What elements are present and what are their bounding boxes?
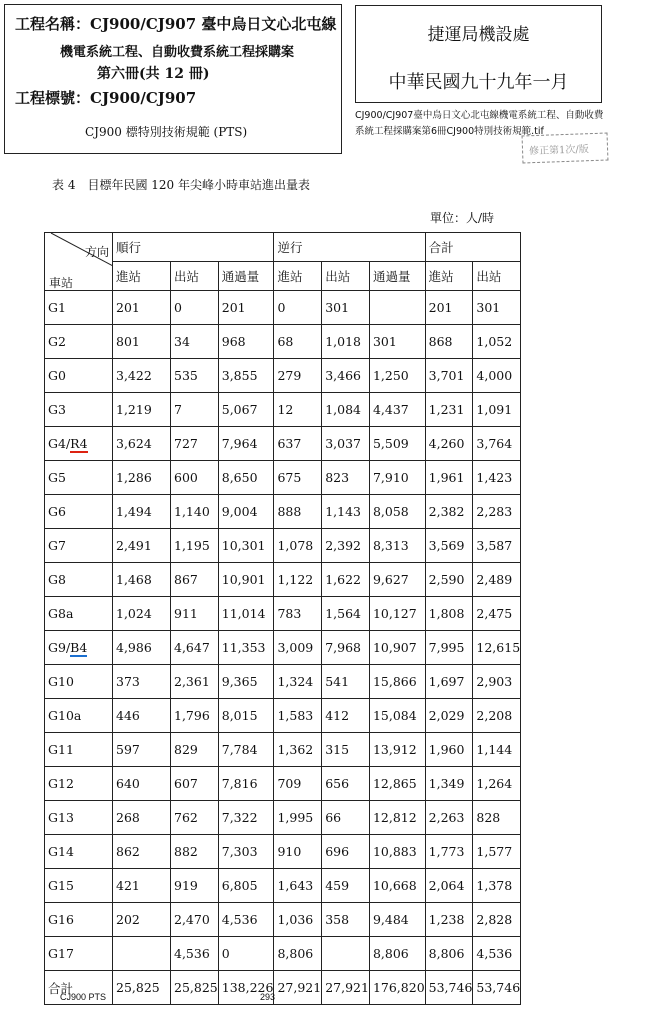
footer-page-number: 293 (260, 992, 276, 1002)
table-row (45, 869, 521, 903)
header-row-sub (45, 262, 521, 291)
station-code: G10a (48, 708, 82, 723)
table-cell: 8,806 (369, 937, 425, 971)
table-cell: 3,569 (425, 529, 473, 563)
table-cell: 1,219 (113, 393, 171, 427)
table-cell: 1,143 (322, 495, 370, 529)
project-info-box (4, 4, 342, 154)
table-cell: 10,127 (369, 597, 425, 631)
table-cell: 3,587 (473, 529, 521, 563)
table-cell: 968 (218, 325, 274, 359)
spec-title: CJ900 標特別技術規範 (PTS) (85, 125, 248, 139)
table-cell: 13,912 (369, 733, 425, 767)
station-cell (45, 665, 113, 699)
table-cell: 53,746 (425, 971, 473, 1005)
table-cell: 862 (113, 835, 171, 869)
table-cell: 1,084 (322, 393, 370, 427)
station-code: G2 (48, 334, 66, 349)
station-code: G6 (48, 504, 66, 519)
table-cell: 12,812 (369, 801, 425, 835)
table-cell: 541 (322, 665, 370, 699)
table-cell: 867 (171, 563, 219, 597)
table-cell: 535 (171, 359, 219, 393)
station-cell (45, 427, 113, 461)
station-cell (45, 699, 113, 733)
table-row (45, 767, 521, 801)
table-cell: 2,263 (425, 801, 473, 835)
table-cell: 315 (322, 733, 370, 767)
table-row (45, 495, 521, 529)
table-row (45, 563, 521, 597)
table-cell: 27,921 (322, 971, 370, 1005)
table-cell: 7,968 (322, 631, 370, 665)
project-code: 工程標號：CJ900/CJ907 (15, 89, 197, 107)
table-cell: 3,037 (322, 427, 370, 461)
table-cell: 888 (274, 495, 322, 529)
table-cell: 2,491 (113, 529, 171, 563)
project-name-cont: 機電系統工程、自動收費系統工程採購案 (60, 45, 295, 60)
station-cell (45, 495, 113, 529)
subheader: 出站 (171, 262, 219, 291)
table-cell: 8,806 (274, 937, 322, 971)
table-cell: 8,806 (425, 937, 473, 971)
table-cell: 675 (274, 461, 322, 495)
group-forward: 順行 (113, 233, 274, 262)
table-cell: 202 (113, 903, 171, 937)
station-cell (45, 903, 113, 937)
stamp-text: 修正第1次/版 (528, 144, 589, 158)
table-cell: 637 (274, 427, 322, 461)
table-cell: 279 (274, 359, 322, 393)
table-cell: 1,264 (473, 767, 521, 801)
table-cell: 12 (274, 393, 322, 427)
table-cell: 7,816 (218, 767, 274, 801)
table-cell: 201 (113, 291, 171, 325)
table-cell: 1,195 (171, 529, 219, 563)
table-cell: 9,365 (218, 665, 274, 699)
table-cell: 1,091 (473, 393, 521, 427)
table-cell: 4,536 (218, 903, 274, 937)
table-cell: 201 (425, 291, 473, 325)
table-cell: 66 (322, 801, 370, 835)
table-cell: 10,901 (218, 563, 274, 597)
table-cell: 4,000 (473, 359, 521, 393)
table-cell: 1,140 (171, 495, 219, 529)
file-name: CJ900/CJ907臺中烏日文心北屯線機電系統工程、自動收費系統工程採購案第6冊CJ900特別技術規範.tif (355, 110, 604, 137)
table-cell: 1,078 (274, 529, 322, 563)
table-cell: 868 (425, 325, 473, 359)
table-cell: 1,286 (113, 461, 171, 495)
table-cell: 828 (473, 801, 521, 835)
table-cell: 7,910 (369, 461, 425, 495)
table-cell: 2,382 (425, 495, 473, 529)
station-code: G17 (48, 946, 74, 961)
station-code: G1 (48, 300, 66, 315)
project-name: 工程名稱：CJ900/CJ907 臺中烏日文心北屯線 (15, 15, 337, 33)
table-cell: 1,564 (322, 597, 370, 631)
table-cell: 1,773 (425, 835, 473, 869)
table-cell (322, 937, 370, 971)
table-cell: 15,866 (369, 665, 425, 699)
table-cell: 2,029 (425, 699, 473, 733)
table-cell: 10,668 (369, 869, 425, 903)
table-cell: 25,825 (113, 971, 171, 1005)
table-row (45, 631, 521, 665)
table-cell: 8,650 (218, 461, 274, 495)
table-cell: 4,986 (113, 631, 171, 665)
table-row (45, 427, 521, 461)
table-cell: 9,627 (369, 563, 425, 597)
table-cell: 640 (113, 767, 171, 801)
table-cell: 1,995 (274, 801, 322, 835)
table-cell: 1,961 (425, 461, 473, 495)
table-cell: 25,825 (171, 971, 219, 1005)
table-row (45, 903, 521, 937)
table-cell: 3,855 (218, 359, 274, 393)
station-code: G12 (48, 776, 74, 791)
station-cell (45, 563, 113, 597)
station-code: G14 (48, 844, 74, 859)
table-cell: 7,322 (218, 801, 274, 835)
table-cell: 358 (322, 903, 370, 937)
station-cell (45, 325, 113, 359)
table-cell: 176,820 (369, 971, 425, 1005)
station-code: G11 (48, 742, 74, 757)
station-code: G8a (48, 606, 74, 621)
table-row (45, 835, 521, 869)
table-cell: 7,784 (218, 733, 274, 767)
table-cell: 1,349 (425, 767, 473, 801)
table-cell: 2,470 (171, 903, 219, 937)
table-cell: 5,067 (218, 393, 274, 427)
volume-info: 第六冊(共 12 冊) (97, 66, 210, 82)
table-cell: 7 (171, 393, 219, 427)
table-cell: 7,303 (218, 835, 274, 869)
table-cell: 783 (274, 597, 322, 631)
station-code: G0 (48, 368, 66, 383)
table-cell: 1,494 (113, 495, 171, 529)
station-code: G13 (48, 810, 74, 825)
table-cell: 656 (322, 767, 370, 801)
subheader: 出站 (322, 262, 370, 291)
table-cell: 1,622 (322, 563, 370, 597)
table-cell: 2,903 (473, 665, 521, 699)
group-reverse: 逆行 (274, 233, 425, 262)
table-cell: 7,964 (218, 427, 274, 461)
table-cell: 11,014 (218, 597, 274, 631)
table-cell: 709 (274, 767, 322, 801)
unit-label: 單位：人/時 (430, 211, 495, 225)
table-row (45, 529, 521, 563)
subheader: 通過量 (369, 262, 425, 291)
station-cell (45, 359, 113, 393)
table-cell: 4,260 (425, 427, 473, 461)
table-cell: 1,697 (425, 665, 473, 699)
table-cell (113, 937, 171, 971)
agency-box (355, 5, 602, 103)
table-cell: 4,536 (473, 937, 521, 971)
table-cell: 201 (218, 291, 274, 325)
table-cell: 301 (369, 325, 425, 359)
station-transfer-code: B4 (70, 640, 88, 655)
station-cell (45, 801, 113, 835)
table-cell: 10,907 (369, 631, 425, 665)
table-cell: 8,313 (369, 529, 425, 563)
table-cell: 1,643 (274, 869, 322, 903)
table-cell: 1,577 (473, 835, 521, 869)
station-cell (45, 461, 113, 495)
table-cell: 3,009 (274, 631, 322, 665)
table-cell: 801 (113, 325, 171, 359)
table-cell: 15,084 (369, 699, 425, 733)
table-cell: 11,353 (218, 631, 274, 665)
station-cell (45, 733, 113, 767)
table-cell: 68 (274, 325, 322, 359)
table-cell: 1,144 (473, 733, 521, 767)
table-cell: 12,615 (473, 631, 521, 665)
table-cell: 9,484 (369, 903, 425, 937)
station-cell (45, 393, 113, 427)
table-cell: 762 (171, 801, 219, 835)
station-label: 車站 (49, 276, 74, 290)
table-row (45, 359, 521, 393)
table-cell (369, 291, 425, 325)
table-cell: 597 (113, 733, 171, 767)
station-code: G8 (48, 572, 66, 587)
table-cell: 10,301 (218, 529, 274, 563)
table-cell: 1,583 (274, 699, 322, 733)
station-code: G3 (48, 402, 66, 417)
table-cell: 2,361 (171, 665, 219, 699)
table-cell: 4,647 (171, 631, 219, 665)
station-cell (45, 529, 113, 563)
station-code: G7 (48, 538, 66, 553)
table-cell: 2,590 (425, 563, 473, 597)
table-cell: 27,921 (274, 971, 322, 1005)
station-cell (45, 835, 113, 869)
table-cell: 3,701 (425, 359, 473, 393)
table-cell: 1,468 (113, 563, 171, 597)
table-cell: 4,536 (171, 937, 219, 971)
table-cell: 727 (171, 427, 219, 461)
table-cell: 3,624 (113, 427, 171, 461)
table-cell: 1,231 (425, 393, 473, 427)
table-cell: 0 (274, 291, 322, 325)
table-cell: 2,489 (473, 563, 521, 597)
table-cell: 882 (171, 835, 219, 869)
table-cell: 3,466 (322, 359, 370, 393)
table-cell: 3,764 (473, 427, 521, 461)
table-row (45, 665, 521, 699)
table-cell: 1,250 (369, 359, 425, 393)
table-cell: 34 (171, 325, 219, 359)
table-cell: 829 (171, 733, 219, 767)
table-total-row (45, 971, 521, 1005)
table-cell: 1,808 (425, 597, 473, 631)
station-code: G10 (48, 674, 74, 689)
table-cell: 1,122 (274, 563, 322, 597)
table-cell: 138,226 (218, 971, 274, 1005)
table-cell: 1,362 (274, 733, 322, 767)
table-cell: 7,995 (425, 631, 473, 665)
table-cell: 459 (322, 869, 370, 903)
station-flow-table (44, 232, 521, 1005)
table-cell: 600 (171, 461, 219, 495)
table-caption: 表 4 目標年民國 120 年尖峰小時車站進出量表 (52, 178, 310, 192)
table-cell: 301 (322, 291, 370, 325)
table-cell: 911 (171, 597, 219, 631)
group-total: 合計 (425, 233, 521, 262)
station-cell (45, 291, 113, 325)
table-cell: 2,208 (473, 699, 521, 733)
station-cell (45, 631, 113, 665)
table-cell: 5,509 (369, 427, 425, 461)
table-cell: 421 (113, 869, 171, 903)
table-cell: 2,064 (425, 869, 473, 903)
table-row (45, 699, 521, 733)
table-row (45, 733, 521, 767)
table-row (45, 597, 521, 631)
table-cell: 8,015 (218, 699, 274, 733)
table-cell: 12,865 (369, 767, 425, 801)
station-code: G4/ (48, 436, 71, 451)
station-cell (45, 767, 113, 801)
table-row (45, 801, 521, 835)
table-cell: 2,828 (473, 903, 521, 937)
station-code: G5 (48, 470, 66, 485)
subheader: 進站 (113, 262, 171, 291)
revision-stamp (522, 133, 609, 164)
table-row (45, 461, 521, 495)
table-cell: 1,052 (473, 325, 521, 359)
table-cell: 1,960 (425, 733, 473, 767)
table-row (45, 393, 521, 427)
table-row (45, 937, 521, 971)
table-cell: 2,475 (473, 597, 521, 631)
table-cell: 412 (322, 699, 370, 733)
subheader: 進站 (425, 262, 473, 291)
corner-cell (45, 233, 113, 291)
table-cell: 1,796 (171, 699, 219, 733)
station-transfer-code: R4 (70, 436, 88, 451)
table-cell: 1,423 (473, 461, 521, 495)
station-code: G16 (48, 912, 74, 927)
station-code: 合計 (48, 980, 74, 996)
station-code: G15 (48, 878, 74, 893)
table-cell: 2,392 (322, 529, 370, 563)
table-cell: 446 (113, 699, 171, 733)
table-cell: 0 (171, 291, 219, 325)
table-cell: 3,422 (113, 359, 171, 393)
table-cell: 373 (113, 665, 171, 699)
table-row (45, 291, 521, 325)
station-cell (45, 869, 113, 903)
table-cell: 53,746 (473, 971, 521, 1005)
table-row (45, 325, 521, 359)
table-cell: 823 (322, 461, 370, 495)
subheader: 通過量 (218, 262, 274, 291)
table-cell: 1,324 (274, 665, 322, 699)
table-cell: 1,036 (274, 903, 322, 937)
table-cell: 1,024 (113, 597, 171, 631)
table-cell: 1,018 (322, 325, 370, 359)
table-cell: 10,883 (369, 835, 425, 869)
subheader: 出站 (473, 262, 521, 291)
station-code: G9/ (48, 640, 71, 655)
direction-label: 方向 (85, 245, 110, 259)
table-cell: 9,004 (218, 495, 274, 529)
station-cell (45, 937, 113, 971)
header-row-groups (45, 233, 521, 262)
table-cell: 6,805 (218, 869, 274, 903)
table-cell: 607 (171, 767, 219, 801)
table-cell: 4,437 (369, 393, 425, 427)
table-cell: 910 (274, 835, 322, 869)
table-cell: 8,058 (369, 495, 425, 529)
table-cell: 0 (218, 937, 274, 971)
agency-name: 捷運局機設處 (427, 25, 530, 45)
table-cell: 696 (322, 835, 370, 869)
table-cell: 1,378 (473, 869, 521, 903)
table-cell: 919 (171, 869, 219, 903)
table-cell: 301 (473, 291, 521, 325)
table-cell: 268 (113, 801, 171, 835)
footer-doc-code: CJ900 PTS (60, 992, 107, 1002)
subheader: 進站 (274, 262, 322, 291)
table-cell: 1,238 (425, 903, 473, 937)
table-cell: 2,283 (473, 495, 521, 529)
station-cell (45, 597, 113, 631)
issue-date: 中華民國九十九年一月 (388, 72, 569, 93)
